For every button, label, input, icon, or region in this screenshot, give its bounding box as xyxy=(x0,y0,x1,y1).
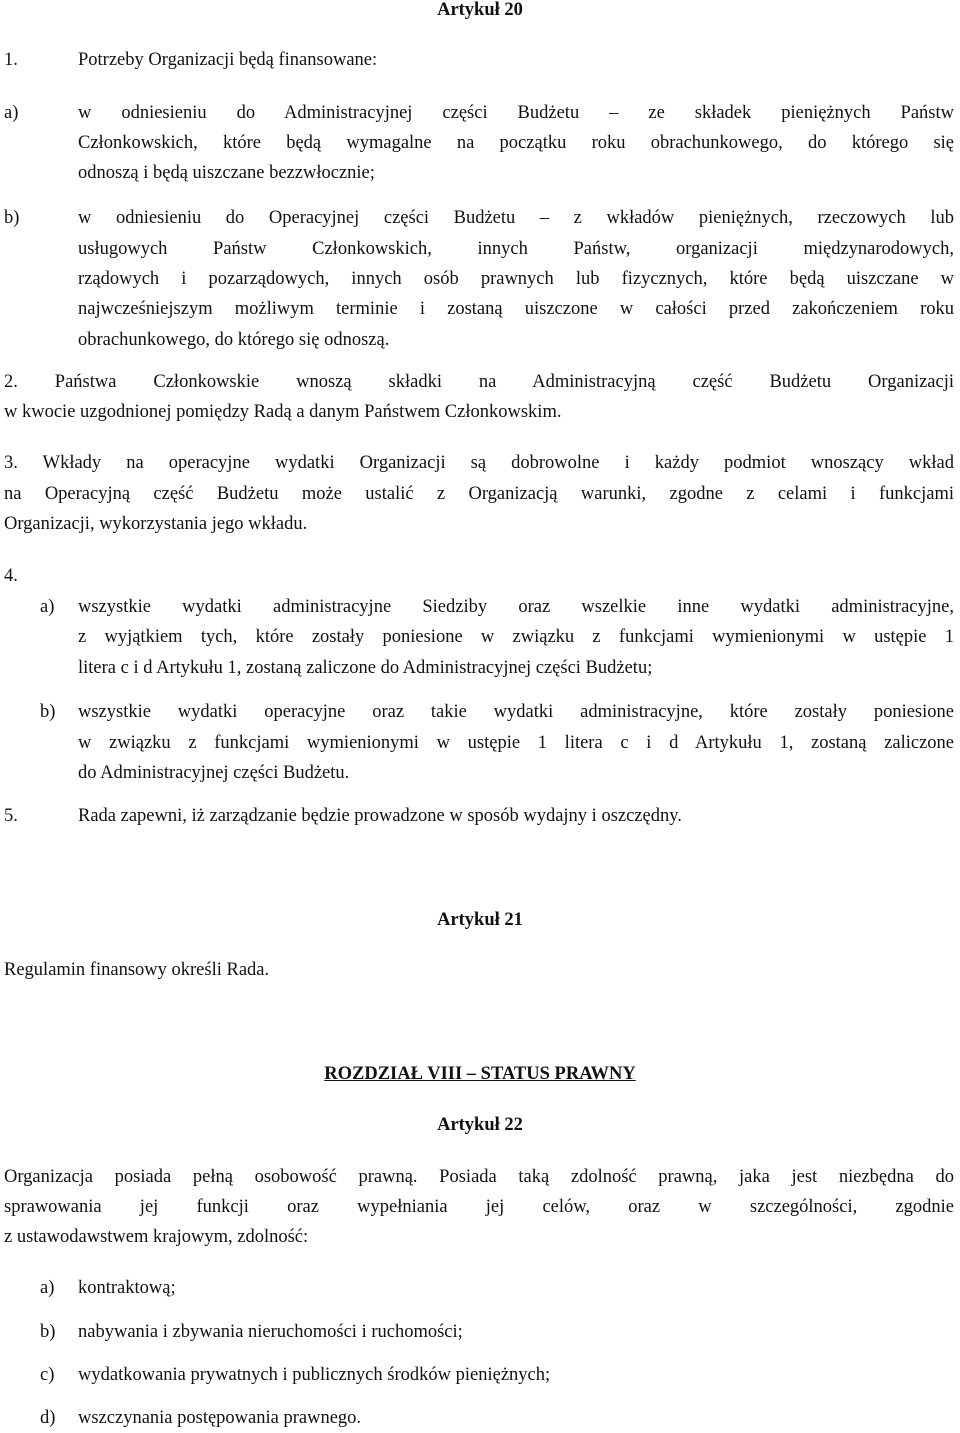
list-item-line: w odniesieniu do Operacyjnej części Budżetu – z wkładów pieniężnych, rzeczowych lub xyxy=(78,208,954,228)
list-item-line: litera c i d Artykułu 1, zostaną zaliczone do Administracyjnej części Budżetu; xyxy=(78,658,653,678)
list-item-line: rządowych i pozarządowych, innych osób prawnych lub fizycznych, które będą uiszczane w xyxy=(78,269,954,289)
list-item-text: kontraktową; xyxy=(78,1278,176,1298)
list-item-line: usługowych Państw Członkowskich, innych Państw, organizacji międzynarodowych, xyxy=(78,239,954,259)
list-item-label: d) xyxy=(40,1408,56,1428)
article-21-heading: Artykuł 21 xyxy=(437,910,523,930)
article-20-heading: Artykuł 20 xyxy=(437,0,523,20)
paragraph-text: Potrzeby Organizacji będą finansowane: xyxy=(78,50,378,70)
paragraph-number: 5. xyxy=(4,806,18,826)
paragraph-number: 1. xyxy=(4,50,18,70)
list-item-line: do Administracyjnej części Budżetu. xyxy=(78,763,350,783)
list-item-label: b) xyxy=(4,208,20,228)
list-item-line: najwcześniejszym możliwym terminie i zostaną uiszczone w całości przed zakończeniem roku xyxy=(78,299,954,319)
paragraph-line: Organizacji, wykorzystania jego wkładu. xyxy=(4,514,308,534)
list-item-line: z wyjątkiem tych, które zostały poniesione w związku z funkcjami wymienionymi w ustępie 1 xyxy=(78,627,954,647)
list-item-label: b) xyxy=(40,702,56,722)
list-item-line: w związku z funkcjami wymienionymi w ustępie 1 litera c i d Artykułu 1, zostaną zaliczone xyxy=(78,733,954,753)
chapter-heading-text: ROZDZIAŁ VIII – STATUS PRAWNY xyxy=(324,1064,636,1084)
list-item-label: b) xyxy=(40,1322,56,1342)
list-item-line: wszystkie wydatki administracyjne Siedziby oraz wszelkie inne wydatki administracyjne, xyxy=(78,597,954,617)
list-item-text: nabywania i zbywania nieruchomości i ruchomości; xyxy=(78,1322,463,1342)
paragraph-number: 4. xyxy=(4,566,18,586)
list-item-label: a) xyxy=(40,597,55,617)
paragraph-line: sprawowania jej funkcji oraz wypełniania jej celów, oraz w szczególności, zgodnie xyxy=(4,1197,954,1217)
article-22-heading: Artykuł 22 xyxy=(437,1115,523,1135)
article-21-text: Regulamin finansowy określi Rada. xyxy=(4,960,270,980)
list-item-line: w odniesieniu do Administracyjnej części Budżetu – ze składek pieniężnych Państw xyxy=(78,103,954,123)
list-item-line: Członkowskich, które będą wymagalne na początku roku obrachunkowego, do którego się xyxy=(78,133,954,153)
chapter-heading xyxy=(0,1059,960,1089)
list-item-line: odnoszą i będą uiszczane bezzwłocznie; xyxy=(78,163,375,183)
paragraph-text: Rada zapewni, iż zarządzanie będzie prowadzone w sposób wydajny i oszczędny. xyxy=(78,806,682,826)
paragraph-line: na Operacyjną część Budżetu może ustalić z Organizacją warunki, zgodne z celami i funkcjami xyxy=(4,484,954,504)
list-item-line: wszystkie wydatki operacyjne oraz takie wydatki administracyjne, które zostały poniesione xyxy=(78,702,954,722)
list-item-text: wszczynania postępowania prawnego. xyxy=(78,1408,362,1428)
paragraph-line: 3. Wkłady na operacyjne wydatki Organizacji są dobrowolne i każdy podmiot wnoszący wkład xyxy=(4,453,954,473)
list-item-line: obrachunkowego, do którego się odnoszą. xyxy=(78,330,390,350)
list-item-label: a) xyxy=(4,103,19,123)
paragraph-line: Organizacja posiada pełną osobowość prawną. Posiada taką zdolność prawną, jaka jest niezbędna do xyxy=(4,1167,954,1187)
list-item-text: wydatkowania prywatnych i publicznych środków pieniężnych; xyxy=(78,1365,551,1385)
paragraph-line: 2. Państwa Członkowskie wnoszą składki na Administracyjną część Budżetu Organizacji xyxy=(4,372,954,392)
paragraph-line: w kwocie uzgodnionej pomiędzy Radą a danym Państwem Członkowskim. xyxy=(4,402,562,422)
list-item-label: c) xyxy=(40,1365,55,1385)
list-item-label: a) xyxy=(40,1278,55,1298)
paragraph-line: z ustawodawstwem krajowym, zdolność: xyxy=(4,1227,309,1247)
